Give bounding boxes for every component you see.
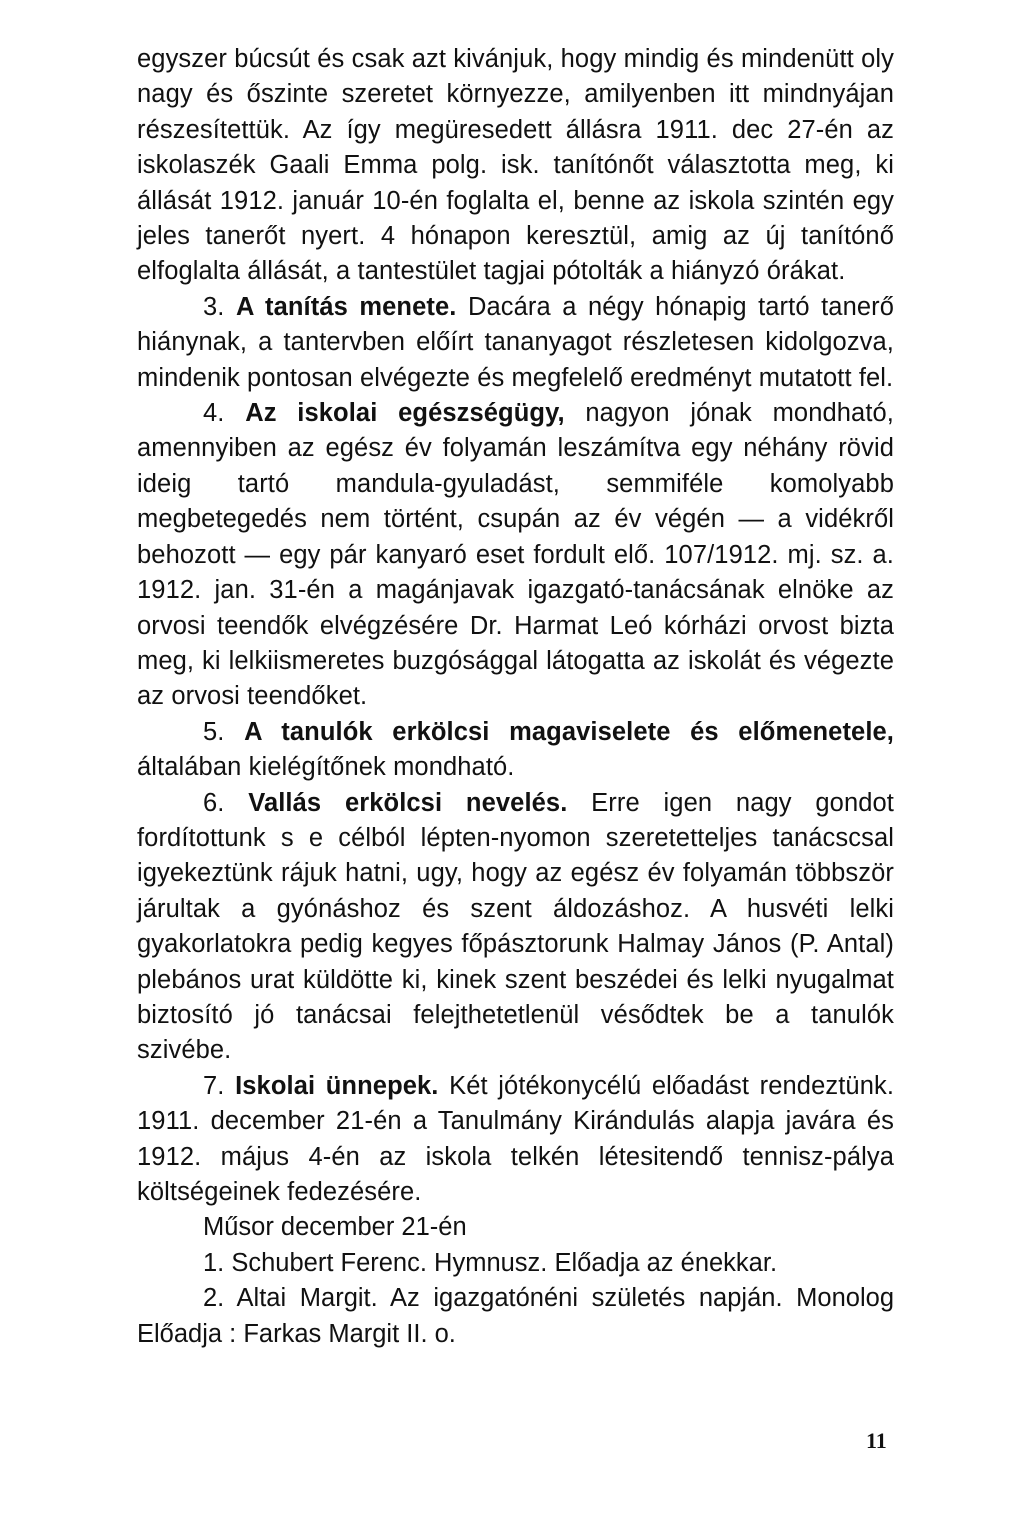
section-3 xyxy=(137,290,894,396)
section-4-heading: Az iskolai egészségügy, xyxy=(245,399,565,428)
section-5 xyxy=(137,715,894,786)
section-4 xyxy=(137,396,894,715)
section-4-number: 4. xyxy=(203,399,225,428)
section-7-number: 7. xyxy=(203,1071,225,1100)
paragraph-intro: egyszer búcsút és csak azt kivánjuk, hogy mindig és mindenütt oly nagy és őszinte szeretet környezze, amilyenben itt mindnyájan részesítettük. Az így megüresedett állásra 1911. dec 27-én az iskolaszék Gaali Emma polg. isk. tanítónőt választotta meg, ki állását 1912. január 10-én foglalta el, benne az iskola szintén egy jeles tanerőt nyert. 4 hónapon keresztül, amig az új tanítónő elfoglalta állását, a tantestület tagjai pótolták a hiányzó órákat. xyxy=(137,45,894,286)
section-4-text: nagyon jónak mondható, amennyiben az egész év folyamán leszámítva egy néhány rövid ideig tartó mandula-gyuladást, semmiféle komolyabb megbetegedés nem történt, csupán az év végén — a vidékről behozott — egy pár kanyaró eset fordult elő. 107/1912. mj. sz. a. 1912. jan. 31-én a magánjavak igazgató-tanácsának elnöke az orvosi teendők elvégzésére Dr. Harmat Leó kórházi orvost bizta meg, ki lelkiismeretes buzgósággal látogatta az iskolát és végezte az orvosi teendőket. xyxy=(137,399,894,711)
section-6-number: 6. xyxy=(203,788,225,817)
section-3-number: 3. xyxy=(203,292,225,321)
section-7-text: Két jótékonycélú előadást rendeztünk. 1911. december 21-én a Tanulmány Kirándulás alapja javára és 1912. május 4-én az iskola telkén létesitendő tennisz-pálya költségeinek fedezésére. xyxy=(137,1071,895,1206)
section-3-heading: A tanítás menete. xyxy=(235,292,457,321)
section-6-heading: Vallás erkölcsi nevelés. xyxy=(248,788,568,817)
program-item-2: 2. Altai Margit. Az igazgatónéni születés napján. Monolog Előadja : Farkas Margit II. o. xyxy=(137,1284,894,1348)
program-item-1: 1. Schubert Ferenc. Hymnusz. Előadja az énekkar. xyxy=(203,1248,778,1277)
section-6 xyxy=(137,786,894,1069)
section-5-text: általában kielégítőnek mondható. xyxy=(137,753,515,782)
section-3-text: Dacára a négy hónapig tartó tanerő hiánynak, a tantervben előírt tananyagot részletesen kidolgozva, mindenik pontosan elvégezte és megfelelő eredményt mutatott fel. xyxy=(137,292,895,392)
section-5-heading: A tanulók erkölcsi magaviselete és előmenetele, xyxy=(244,717,894,746)
program-title: Műsor december 21-én xyxy=(203,1213,467,1242)
section-6-text: Erre igen nagy gondot fordítottunk s e célból lépten-nyomon szeretetteljes tanácscsal igyekeztünk rájuk hatni, ugy, hogy az egész év folyamán többször járultak a gyónáshoz és szent áldozáshoz. A husvéti lelki gyakorlatokra pedig kegyes főpásztorunk Halmay János (P. Antal) plebános urat küldötte ki, kinek szent beszédei és lelki nyugalmat biztosító jó tanácsai felejthetetlenül vésődtek be a tanulók szivébe. xyxy=(137,788,894,1065)
section-7 xyxy=(137,1069,894,1211)
document-page xyxy=(137,42,894,1352)
page-number: 11 xyxy=(866,1428,887,1453)
section-7-heading: Iskolai ünnepek. xyxy=(235,1071,439,1100)
section-5-number: 5. xyxy=(203,717,225,746)
